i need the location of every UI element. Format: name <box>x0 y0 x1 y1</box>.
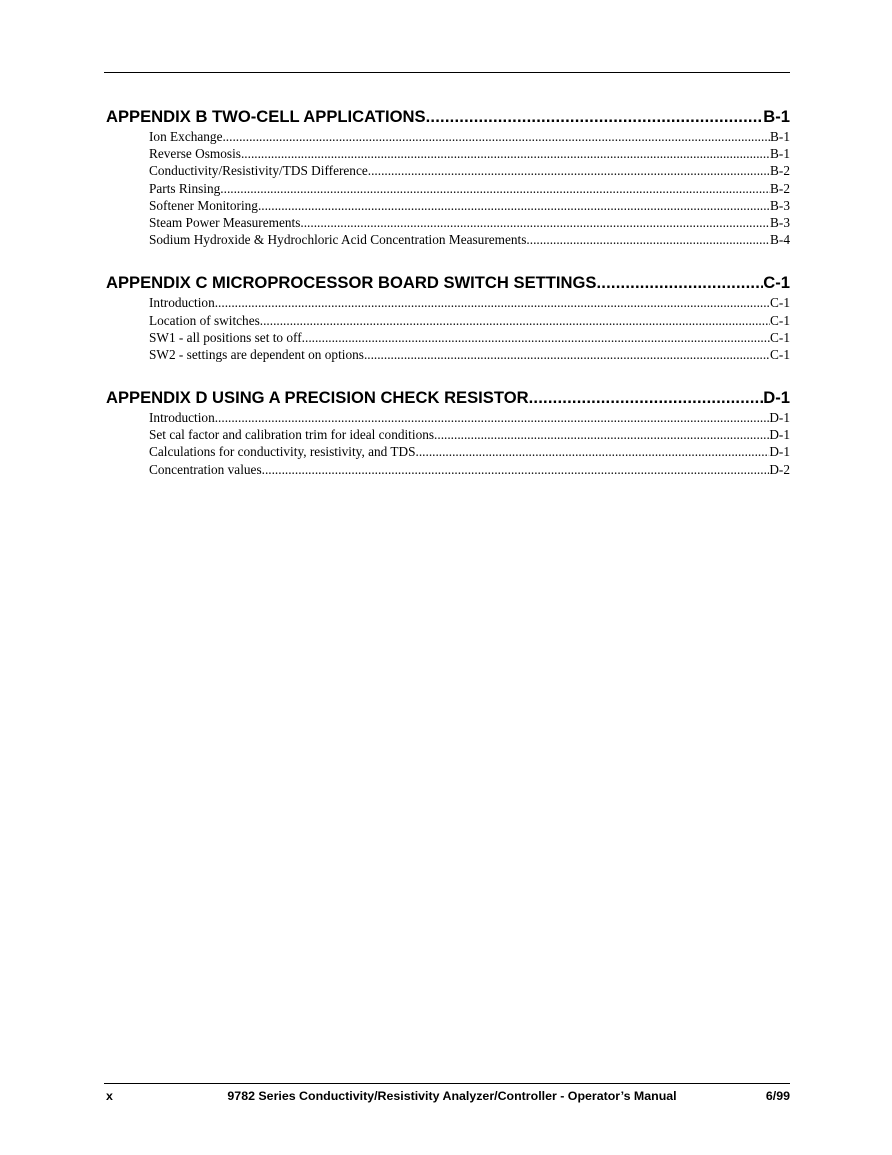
toc-entry-page: B-1 <box>770 129 790 144</box>
toc-entry-page: C-1 <box>770 312 790 328</box>
dot-leader <box>302 329 770 346</box>
dot-leader <box>241 145 770 162</box>
toc-section-appendix-b <box>106 106 790 248</box>
dot-leader <box>300 214 770 231</box>
toc-heading-page: D-1 <box>763 388 790 408</box>
dot-leader <box>364 346 770 363</box>
toc-entry-page: C-1 <box>770 295 790 311</box>
footer-manual-title: 9782 Series Conductivity/Resistivity Analyzer/Controller - Operator’s Manual <box>227 1089 677 1103</box>
toc-entry[interactable] <box>106 231 790 248</box>
dot-leader <box>416 443 770 460</box>
toc-entry-title: Calculations for conductivity, resistivity, and TDS <box>149 444 416 460</box>
toc-entry-page: D-1 <box>769 410 790 426</box>
toc-entry-page: B-1 <box>770 146 790 162</box>
toc-entry-title: Sodium Hydroxide & Hydrochloric Acid Concentration Measurements <box>149 232 527 248</box>
toc-entry[interactable] <box>106 426 790 443</box>
toc-entry-page: D-2 <box>769 461 790 477</box>
toc-entry[interactable] <box>106 128 790 145</box>
toc-entry-title: Conductivity/Resistivity/TDS Difference <box>149 163 368 179</box>
dot-leader <box>426 106 764 128</box>
dot-leader <box>529 387 764 409</box>
footer-page-number: x <box>106 1089 113 1103</box>
table-of-contents <box>106 106 790 502</box>
dot-leader <box>215 294 770 311</box>
toc-section-appendix-d <box>106 387 790 478</box>
toc-heading-appendix-c[interactable] <box>106 272 790 294</box>
toc-entry-title: SW1 - all positions set to off <box>149 329 302 345</box>
dot-leader <box>596 272 763 294</box>
toc-heading-appendix-d[interactable] <box>106 387 790 409</box>
toc-entry[interactable] <box>106 461 790 478</box>
dot-leader <box>434 426 769 443</box>
dot-leader <box>215 409 770 426</box>
toc-heading-page: C-1 <box>763 273 790 293</box>
toc-section-appendix-c <box>106 272 790 363</box>
toc-entry[interactable] <box>106 145 790 162</box>
toc-entry-page: B-3 <box>770 197 790 213</box>
toc-heading-title: APPENDIX C MICROPROCESSOR BOARD SWITCH SETTINGS <box>106 273 597 293</box>
toc-heading-title: APPENDIX D USING A PRECISION CHECK RESISTOR <box>106 388 529 408</box>
toc-entry-page: B-2 <box>770 180 790 196</box>
toc-entry[interactable] <box>106 180 790 197</box>
toc-entry-page: C-1 <box>770 346 790 362</box>
dot-leader <box>222 128 770 145</box>
toc-entry-page: C-1 <box>770 329 790 345</box>
toc-entry[interactable] <box>106 443 790 460</box>
toc-entry-title: Parts Rinsing <box>149 180 221 196</box>
toc-entry[interactable] <box>106 346 790 363</box>
toc-entry-title: Steam Power Measurements <box>149 214 301 230</box>
footer-rule <box>104 1083 790 1084</box>
toc-entry-title: Softener Monitoring <box>149 197 258 213</box>
dot-leader <box>262 461 770 478</box>
dot-leader <box>260 312 770 329</box>
toc-entry-page: B-2 <box>770 163 790 179</box>
toc-entry[interactable] <box>106 409 790 426</box>
toc-entry[interactable] <box>106 329 790 346</box>
toc-entry[interactable] <box>106 214 790 231</box>
toc-entry-title: Introduction <box>149 295 215 311</box>
toc-entry-title: SW2 - settings are dependent on options <box>149 346 364 362</box>
toc-entry-title: Ion Exchange <box>149 129 223 144</box>
dot-leader <box>368 162 770 179</box>
footer-date: 6/99 <box>765 1089 790 1103</box>
toc-entry-page: D-1 <box>769 427 790 443</box>
toc-entry-page: B-3 <box>770 214 790 230</box>
toc-heading-title: APPENDIX B TWO-CELL APPLICATIONS <box>106 107 426 126</box>
toc-heading-page: B-1 <box>763 107 790 126</box>
dot-leader <box>526 231 770 248</box>
toc-entry[interactable] <box>106 312 790 329</box>
dot-leader <box>220 180 770 197</box>
toc-heading-appendix-b[interactable] <box>106 106 790 128</box>
toc-entry-title: Concentration values <box>149 461 262 477</box>
toc-entry-title: Location of switches <box>149 312 260 328</box>
page-footer <box>106 1088 790 1104</box>
header-rule <box>104 72 790 73</box>
toc-entry-title: Reverse Osmosis <box>149 146 241 162</box>
toc-entry-title: Set cal factor and calibration trim for ideal conditions <box>149 427 435 443</box>
toc-entry[interactable] <box>106 162 790 179</box>
toc-entry-page: B-4 <box>770 232 790 248</box>
toc-entry[interactable] <box>106 294 790 311</box>
toc-entry[interactable] <box>106 197 790 214</box>
toc-entry-title: Introduction <box>149 410 215 426</box>
toc-entry-page: D-1 <box>769 444 790 460</box>
dot-leader <box>258 197 770 214</box>
